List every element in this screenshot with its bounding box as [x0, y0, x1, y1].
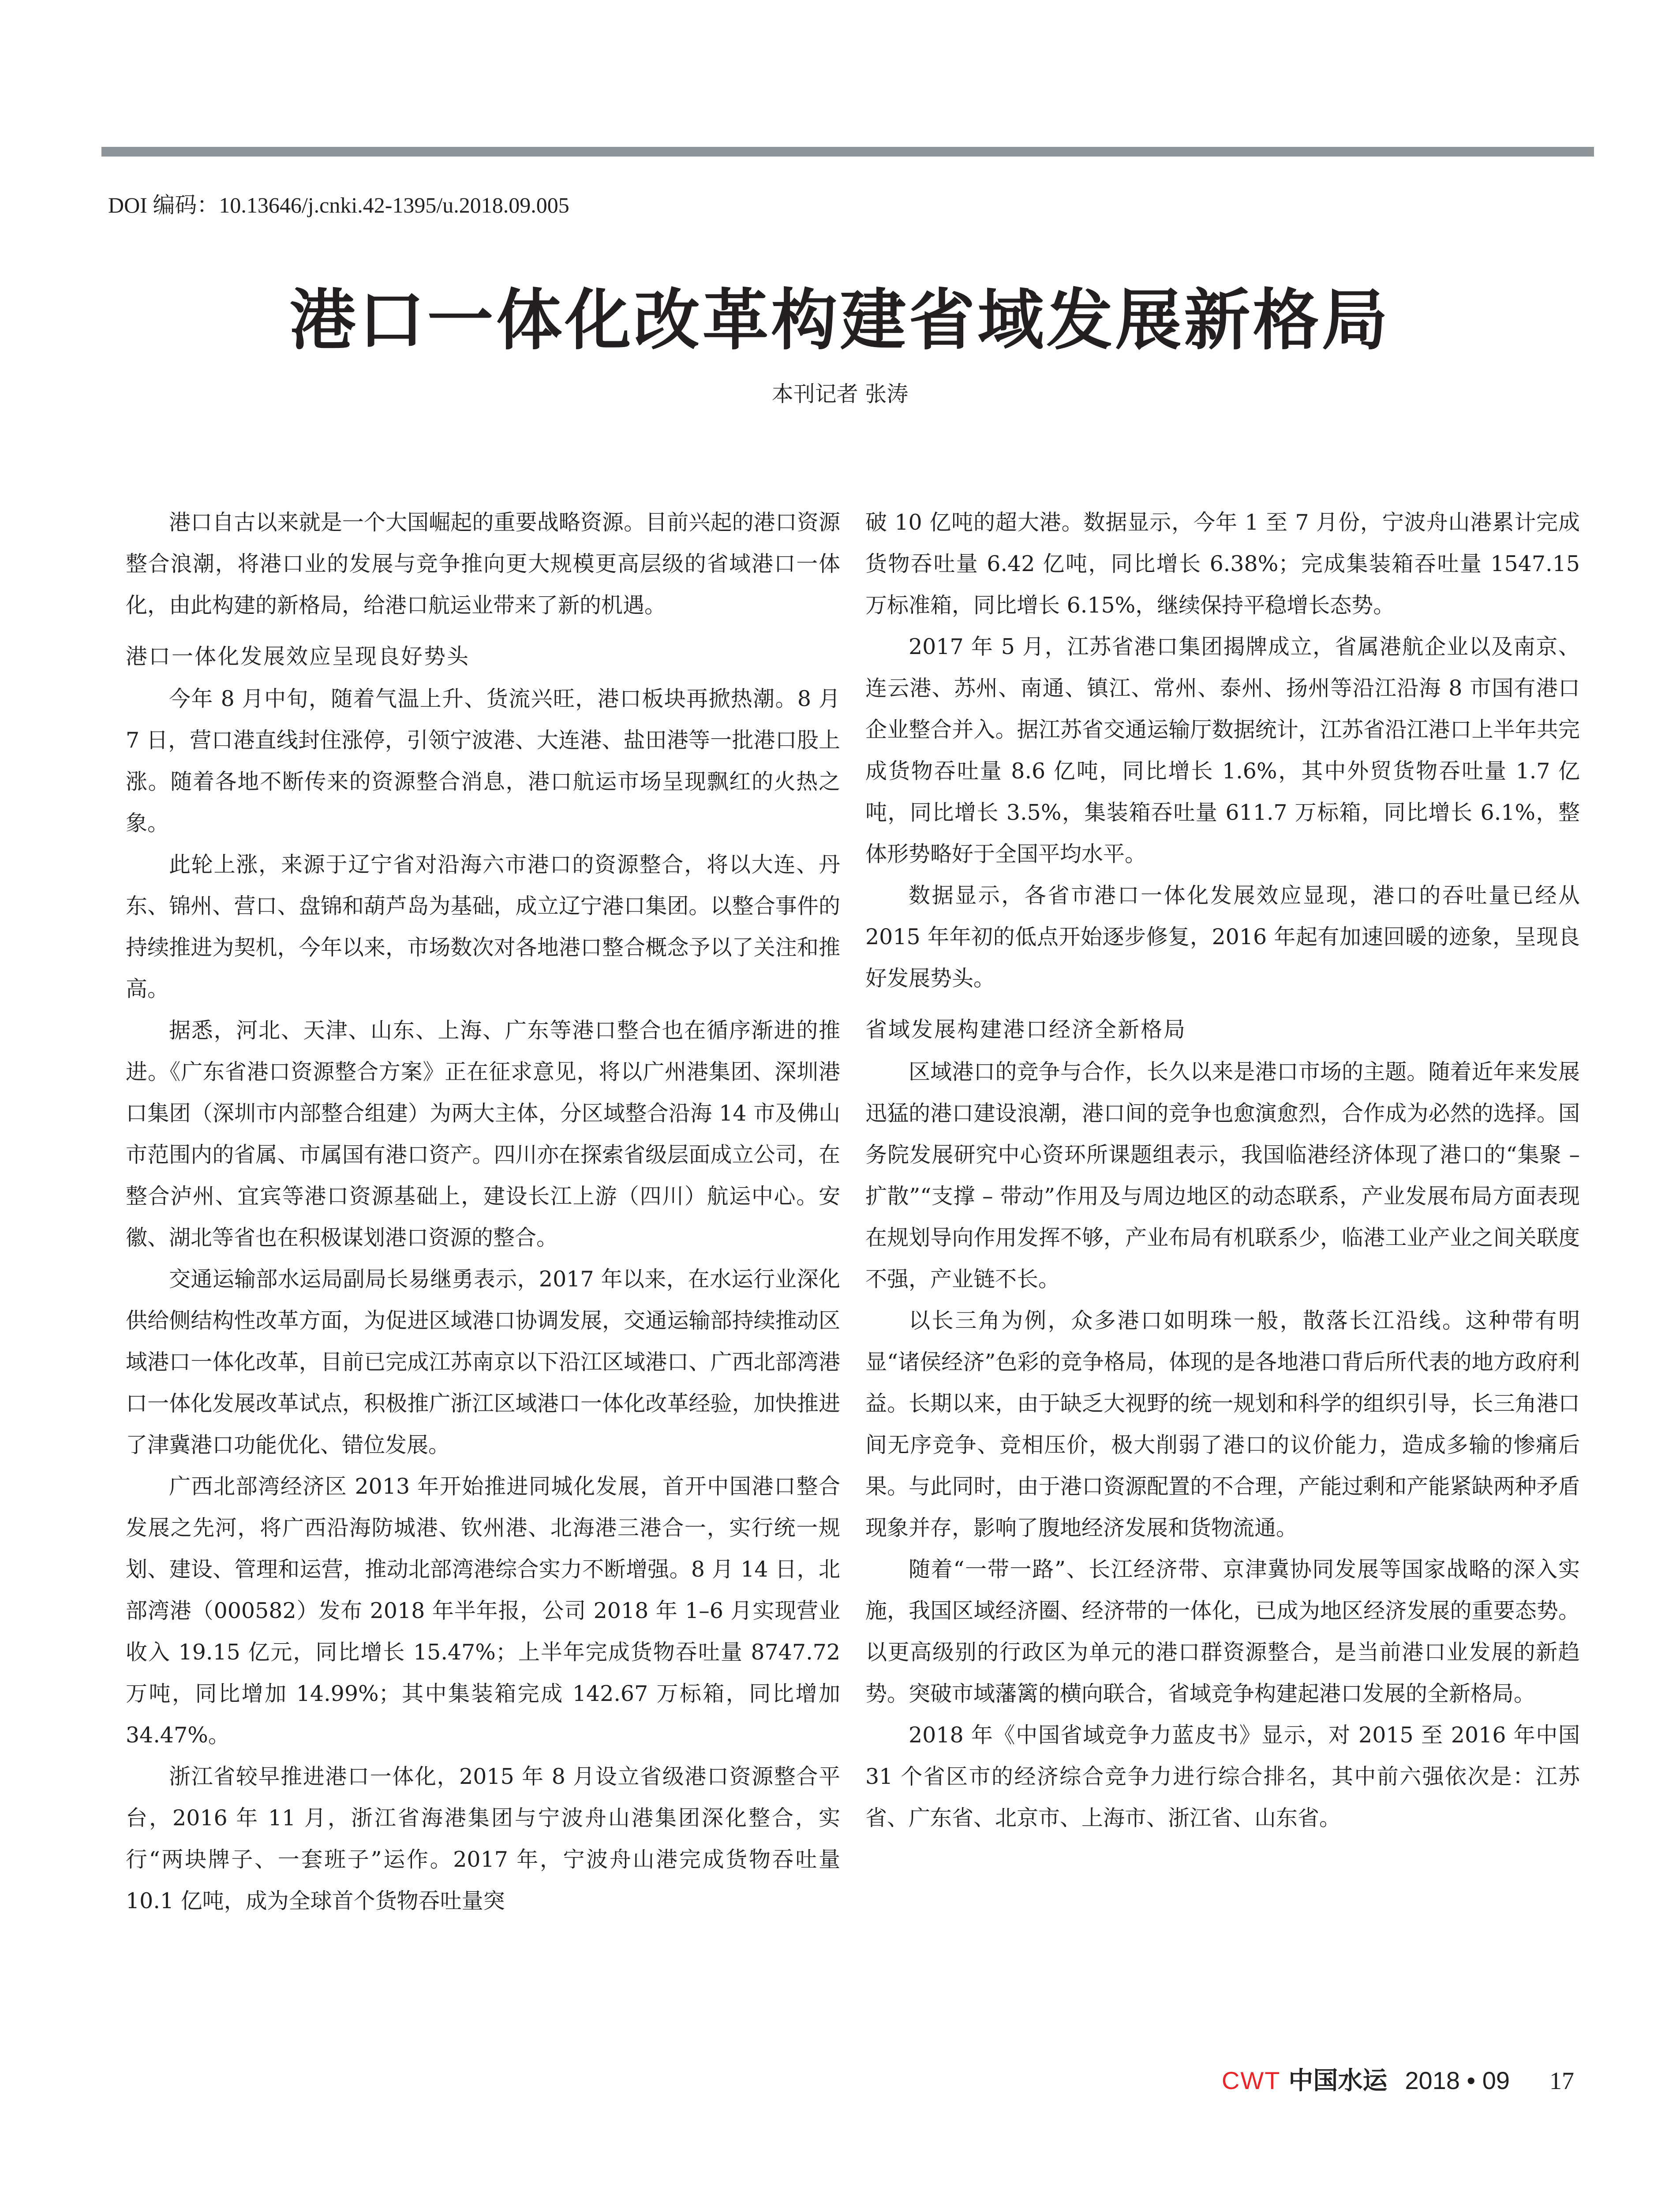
paragraph: 随着“一带一路”、长江经济带、京津冀协同发展等国家战略的深入实施，我国区域经济圈、经济带的一体化，已成为地区经济发展的重要态势。以更高级别的行政区为单元的港口群资源整合，是当前港口业发展的新趋势。突破市域藩篱的横向联合，省域竞争构建起港口发展的全新格局。	[865, 1557, 1580, 1706]
paragraph: 此轮上涨，来源于辽宁省对沿海六市港口的资源整合，将以大连、丹东、锦州、营口、盘锦和葫芦岛为基础，成立辽宁港口集团。以整合事件的持续推进为契机，今年以来，市场数次对各地港口整合概念予以了关注和推高。	[126, 852, 840, 1002]
paragraph-continued: 破 10 亿吨的超大港。数据显示，今年 1 至 7 月份，宁波舟山港累计完成货物吞吐量 6.42 亿吨，同比增长 6.38%；完成集装箱吞吐量 1547.15 万标准箱，同比增长 6.15%，继续保持平稳增长态势。	[865, 510, 1580, 618]
section-heading: 省域发展构建港口经济全新格局	[865, 1017, 1187, 1042]
journal-logo-cwt: CWT	[1221, 2067, 1281, 2094]
paragraph: 区域港口的竞争与合作，长久以来是港口市场的主题。随着近年来发展迅猛的港口建设浪潮，港口间的竞争也愈演愈烈，合作成为必然的选择。国务院发展研究中心资环所课题组表示，我国临港经济体现了港口的“集聚 – 扩散”“支撑 – 带动”作用及与周边地区的动态联系，产业发展布局方面表现在规划导向作用发挥不够，产业布局有机联系少，临港工业产业之间关联度不强，产业链不长。	[865, 1059, 1580, 1292]
paragraph: 2017 年 5 月，江苏省港口集团揭牌成立，省属港航企业以及南京、连云港、苏州、南通、镇江、常州、泰州、扬州等沿江沿海 8 市国有港口企业整合并入。据江苏省交通运输厅数据统计，江苏省沿江港口上半年共完成货物吞吐量 8.6 亿吨，同比增长 1.6%，其中外贸货物吞吐量 1.7 亿吨，同比增长 3.5%，集装箱吞吐量 611.7 万标箱，同比增长 6.1%，整体形势略好于全国平均水平。	[865, 634, 1580, 867]
paragraph: 广西北部湾经济区 2013 年开始推进同城化发展，首开中国港口整合发展之先河，将广西沿海防城港、钦州港、北海港三港合一，实行统一规划、建设、管理和运营，推动北部湾港综合实力不断增强。8 月 14 日，北部湾港（000582）发布 2018 年半年报，公司 2018 年 1–6 月实现营业收入 19.15 亿元，同比增长 15.47%；上半年完成货物吞吐量 8747.72 万吨，同比增加 14.99%；其中集装箱完成 142.67 万标箱，同比增加 34.47%。	[126, 1474, 840, 1748]
doi-line: DOI 编码：10.13646/j.cnki.42-1395/u.2018.09.005	[108, 193, 569, 217]
journal-name: 中国水运	[1288, 2066, 1388, 2095]
paragraph: 港口自古以来就是一个大国崛起的重要战略资源。目前兴起的港口资源整合浪潮，将港口业的发展与竞争推向更大规模更高层级的省域港口一体化，由此构建的新格局，给港口航运业带来了新的机遇。	[126, 510, 840, 618]
paragraph: 今年 8 月中旬，随着气温上升、货流兴旺，港口板块再掀热潮。8 月 7 日，营口港直线封住涨停，引领宁波港、大连港、盐田港等一批港口股上涨。随着各地不断传来的资源整合消息，港口航运市场呈现飘红的火热之象。	[126, 686, 840, 836]
paragraph: 据悉，河北、天津、山东、上海、广东等港口整合也在循序渐进的推进。《广东省港口资源整合方案》正在征求意见，将以广州港集团、深圳港口集团（深圳市内部整合组建）为两大主体，分区域整合沿海 14 市及佛山市范围内的省属、市属国有港口资产。四川亦在探索省级层面成立公司，在整合泸州、宜宾等港口资源基础上，建设长江上游（四川）航运中心。安徽、湖北等省也在积极谋划港口资源的整合。	[126, 1018, 840, 1250]
left-column	[126, 502, 840, 1922]
paragraph: 2018 年《中国省域竞争力蓝皮书》显示，对 2015 至 2016 年中国 31 个省区市的经济综合竞争力进行综合排名，其中前六强依次是：江苏省、广东省、北京市、上海市、浙江省、山东省。	[865, 1723, 1580, 1831]
article-author: 本刊记者 张涛	[771, 381, 909, 407]
page-footer	[1222, 2067, 1574, 2094]
header-rule	[101, 147, 1594, 157]
right-column	[865, 502, 1580, 1839]
page-number: 17	[1549, 2067, 1574, 2095]
article-title: 港口一体化改革构建省域发展新格局	[289, 281, 1391, 359]
section-heading: 港口一体化发展效应呈现良好势头	[126, 644, 470, 669]
paragraph: 数据显示，各省市港口一体化发展效应显现，港口的吞吐量已经从 2015 年年初的低点开始逐步修复，2016 年起有加速回暖的迹象，呈现良好发展势头。	[865, 883, 1580, 991]
paragraph: 浙江省较早推进港口一体化，2015 年 8 月设立省级港口资源整合平台，2016 年 11 月，浙江省海港集团与宁波舟山港集团深化整合，实行“两块牌子、一套班子”运作。2017 年，宁波舟山港完成货物吞吐量 10.1 亿吨，成为全球首个货物吞吐量突	[126, 1764, 840, 1913]
paragraph: 交通运输部水运局副局长易继勇表示，2017 年以来，在水运行业深化供给侧结构性改革方面，为促进区域港口协调发展，交通运输部持续推动区域港口一体化改革，目前已完成江苏南京以下沿江区域港口、广西北部湾港口一体化发展改革试点，积极推广浙江区域港口一体化改革经验，加快推进了津冀港口功能优化、错位发展。	[126, 1267, 840, 1458]
issue-label: 2018 • 09	[1405, 2067, 1510, 2094]
paragraph: 以长三角为例，众多港口如明珠一般，散落长江沿线。这种带有明显“诸侯经济”色彩的竞争格局，体现的是各地港口背后所代表的地方政府利益。长期以来，由于缺乏大视野的统一规划和科学的组织引导，长三角港口间无序竞争、竞相压价，极大削弱了港口的议价能力，造成多输的惨痛后果。与此同时，由于港口资源配置的不合理，产能过剩和产能紧缺两种矛盾现象并存，影响了腹地经济发展和货物流通。	[865, 1308, 1580, 1540]
